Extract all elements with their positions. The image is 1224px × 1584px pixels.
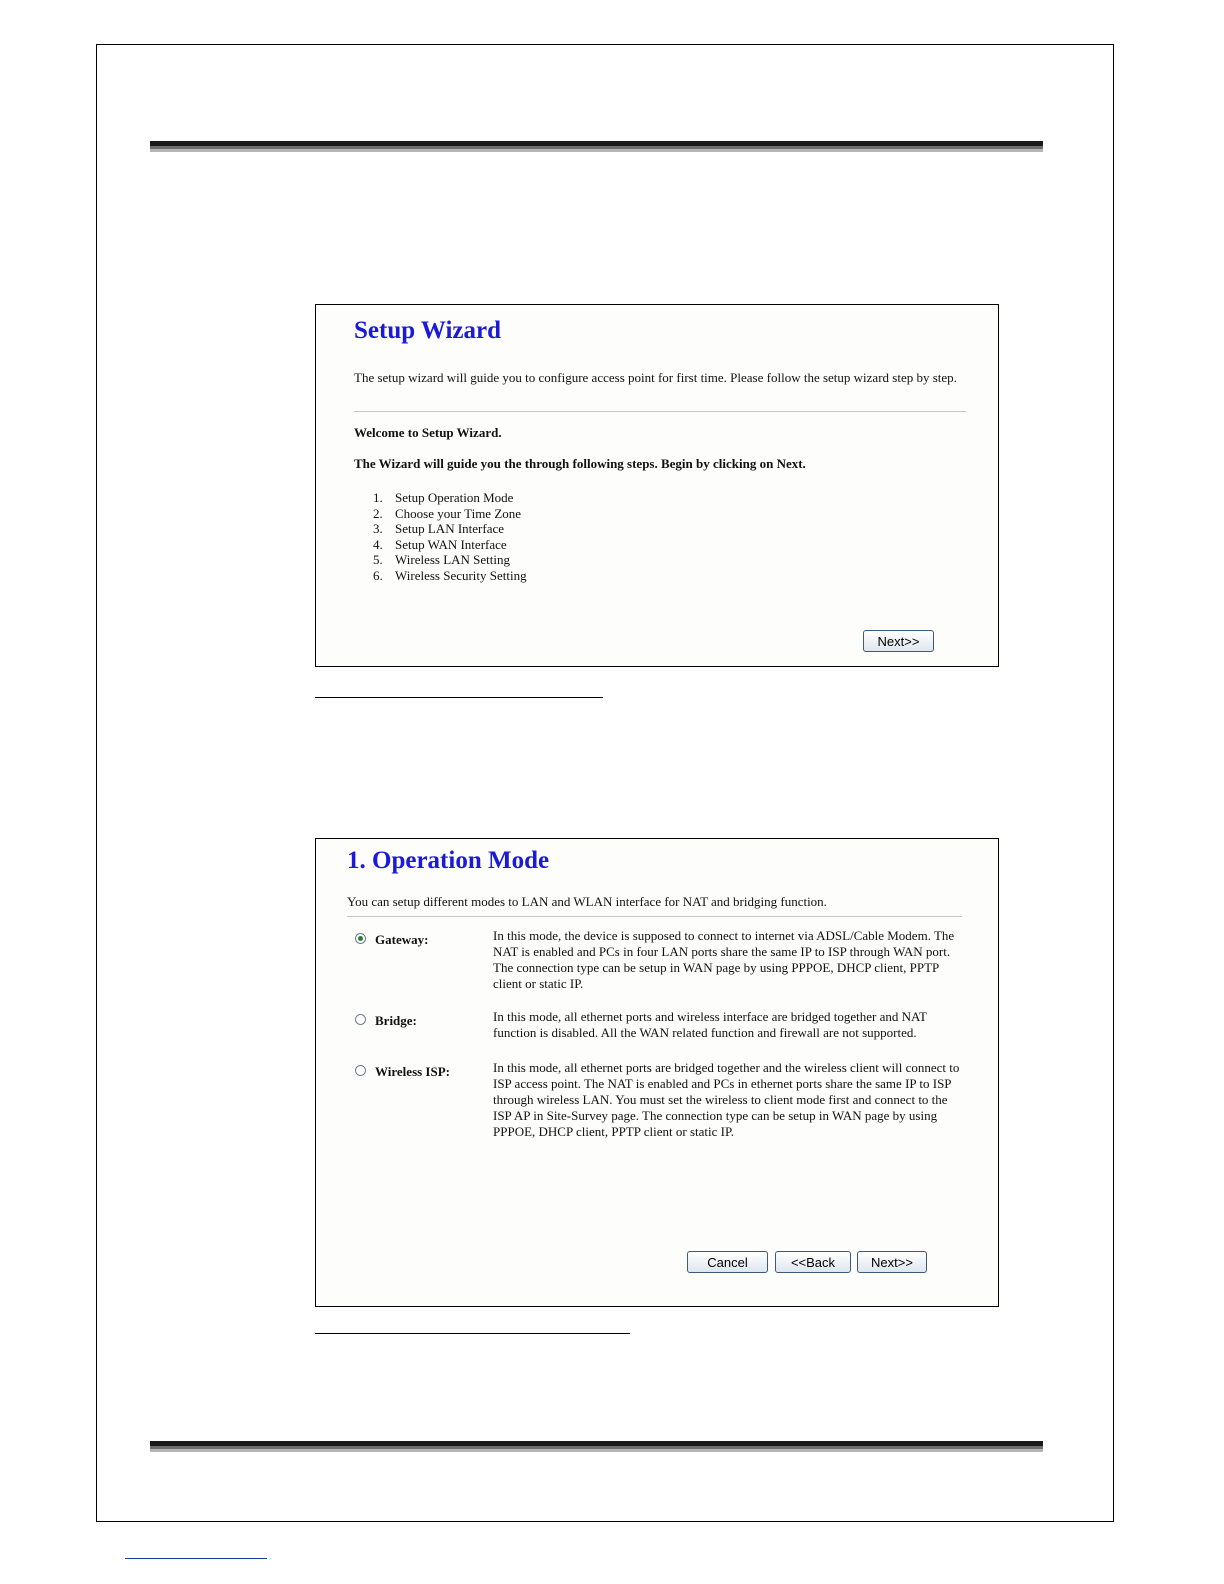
wizard-guide: The Wizard will guide you the through following steps. Begin by clicking on Next.	[354, 456, 806, 471]
wizard-title: Setup Wizard	[354, 317, 502, 344]
bridge-radio[interactable]	[355, 1014, 366, 1025]
wireless-isp-description: In this mode, all ethernet ports are bridged together and the wireless client will connect to ISP access point. The NAT is enabled and PCs in ethernet ports share the same IP to ISP through wireless LAN. You must set the wireless to client mode first and connect to the ISP AP in Site-Survey page. The connection type can be setup in WAN page by using PPPOE, DHCP client, PPTP client or static IP.	[493, 1060, 960, 1139]
back-button[interactable]: <<Back	[775, 1251, 851, 1273]
gateway-description: In this mode, the device is supposed to connect to internet via ADSL/Cable Modem. The NAT is enabled and PCs in four LAN ports share the same IP to ISP through WAN port. The connection type can be setup in WAN page by using PPPOE, DHCP client, PPTP client or static IP.	[493, 928, 955, 991]
setup-wizard-panel	[315, 304, 999, 667]
bridge-label[interactable]: Bridge:	[375, 1013, 417, 1028]
wizard-welcome: Welcome to Setup Wizard.	[354, 425, 502, 440]
wireless-isp-radio[interactable]	[355, 1065, 366, 1076]
opmode-title: 1. Operation Mode	[347, 847, 550, 874]
figure-caption-underline	[315, 697, 603, 698]
operation-mode-panel	[315, 838, 999, 1307]
wizard-divider	[354, 411, 966, 412]
wizard-steps-list	[373, 490, 527, 584]
figure-caption-underline	[315, 1333, 630, 1334]
gateway-label[interactable]: Gateway:	[375, 932, 429, 947]
footnote-link-underline	[125, 1558, 267, 1559]
opmode-next-button[interactable]: Next>>	[857, 1251, 927, 1273]
wizard-intro: The setup wizard will guide you to configure access point for first time. Please follow the setup wizard step by step.	[354, 370, 957, 385]
opmode-divider	[347, 916, 962, 917]
header-rule	[150, 141, 1043, 152]
wizard-step: 3. Setup LAN Interface	[373, 521, 505, 537]
bridge-description: In this mode, all ethernet ports and wireless interface are bridged together and NAT function is disabled. All the WAN related function and firewall are not supported.	[493, 1009, 927, 1040]
opmode-intro: You can setup different modes to LAN and WLAN interface for NAT and bridging function.	[347, 894, 827, 909]
wizard-step: 4. Setup WAN Interface	[373, 536, 507, 552]
footer-rule	[150, 1441, 1043, 1452]
wizard-step: 2. Choose your Time Zone	[373, 505, 522, 521]
wizard-step: 1. Setup Operation Mode	[373, 490, 514, 505]
cancel-button[interactable]: Cancel	[687, 1251, 768, 1273]
wizard-step: 5. Wireless LAN Setting	[373, 552, 511, 568]
wizard-next-button[interactable]: Next>>	[863, 630, 934, 652]
gateway-radio[interactable]	[355, 933, 366, 944]
wireless-isp-label[interactable]: Wireless ISP:	[375, 1064, 450, 1079]
wizard-step: 6. Wireless Security Setting	[373, 567, 527, 583]
